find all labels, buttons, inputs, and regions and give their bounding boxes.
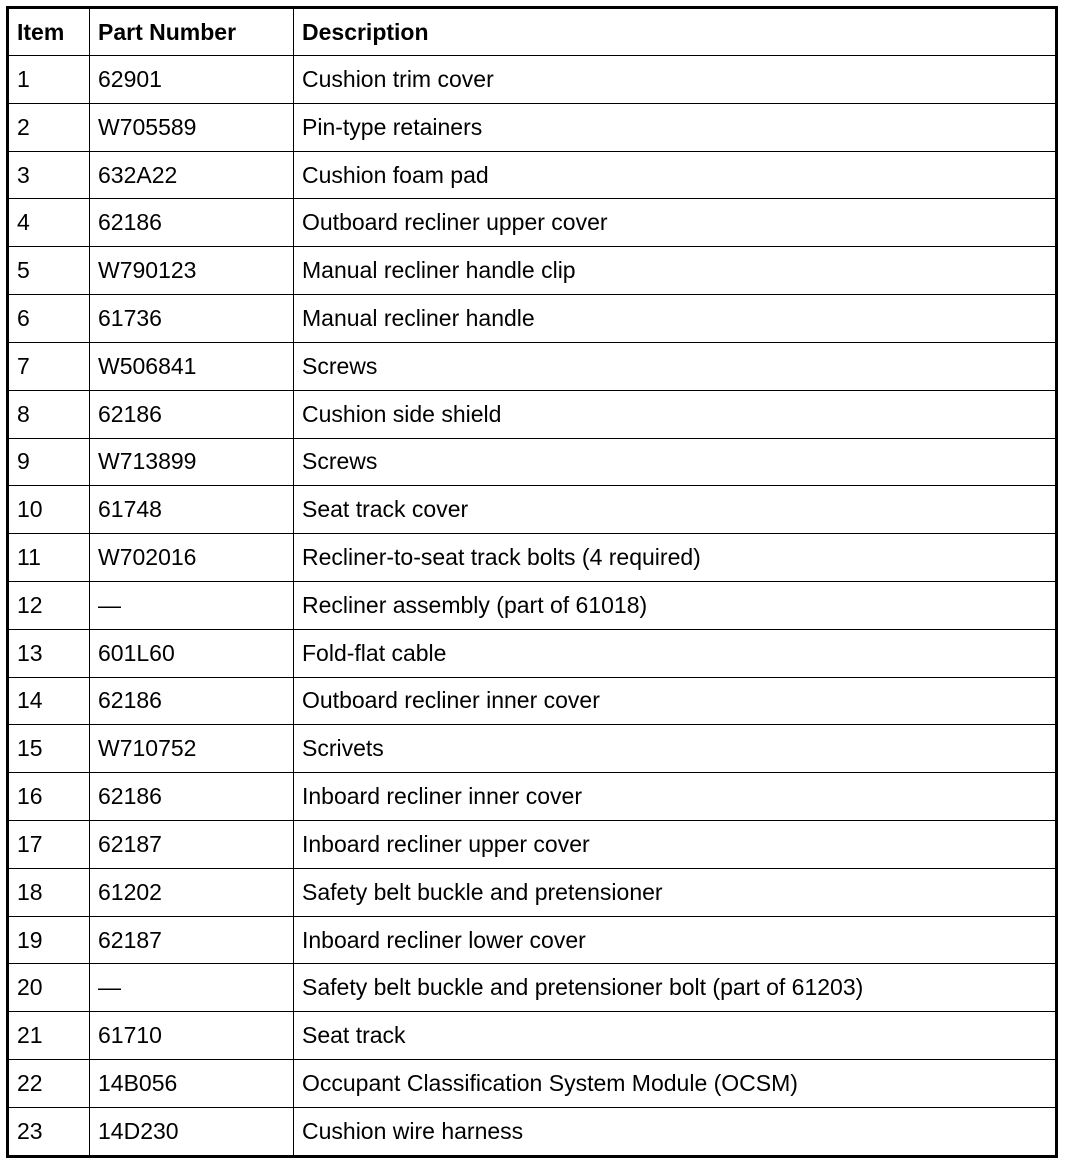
cell-item: 23 (8, 1107, 90, 1156)
table-row (8, 868, 1057, 916)
cell-part-number: — (90, 964, 294, 1012)
cell-description: Inboard recliner lower cover (294, 916, 1057, 964)
table-row (8, 821, 1057, 869)
cell-description: Screws (294, 438, 1057, 486)
cell-part-number: 14B056 (90, 1060, 294, 1108)
cell-part-number: 62186 (90, 390, 294, 438)
table-body (8, 56, 1057, 1157)
cell-item: 16 (8, 773, 90, 821)
cell-item: 20 (8, 964, 90, 1012)
cell-item: 8 (8, 390, 90, 438)
cell-item: 9 (8, 438, 90, 486)
table-row (8, 56, 1057, 104)
table-row (8, 773, 1057, 821)
cell-description: Safety belt buckle and pretensioner (294, 868, 1057, 916)
table-row (8, 199, 1057, 247)
table-row (8, 534, 1057, 582)
table-row (8, 247, 1057, 295)
cell-part-number: 62187 (90, 821, 294, 869)
cell-description: Outboard recliner upper cover (294, 199, 1057, 247)
table-row (8, 1107, 1057, 1156)
header-description: Description (294, 8, 1057, 56)
cell-description: Seat track cover (294, 486, 1057, 534)
cell-description: Safety belt buckle and pretensioner bolt (part of 61203) (294, 964, 1057, 1012)
cell-description: Cushion wire harness (294, 1107, 1057, 1156)
cell-description: Inboard recliner inner cover (294, 773, 1057, 821)
cell-part-number: 62187 (90, 916, 294, 964)
cell-part-number: 61710 (90, 1012, 294, 1060)
cell-description: Outboard recliner inner cover (294, 677, 1057, 725)
table-row (8, 103, 1057, 151)
cell-item: 13 (8, 629, 90, 677)
cell-item: 21 (8, 1012, 90, 1060)
cell-part-number: 61202 (90, 868, 294, 916)
cell-item: 7 (8, 342, 90, 390)
cell-part-number: 14D230 (90, 1107, 294, 1156)
cell-part-number: 62186 (90, 677, 294, 725)
table-row (8, 1012, 1057, 1060)
cell-description: Scrivets (294, 725, 1057, 773)
cell-part-number: — (90, 581, 294, 629)
cell-part-number: W713899 (90, 438, 294, 486)
cell-description: Screws (294, 342, 1057, 390)
cell-item: 15 (8, 725, 90, 773)
cell-item: 12 (8, 581, 90, 629)
cell-part-number: 62186 (90, 773, 294, 821)
cell-part-number: 62186 (90, 199, 294, 247)
cell-item: 17 (8, 821, 90, 869)
cell-item: 10 (8, 486, 90, 534)
header-part-number: Part Number (90, 8, 294, 56)
cell-item: 6 (8, 295, 90, 343)
cell-part-number: 632A22 (90, 151, 294, 199)
cell-description: Inboard recliner upper cover (294, 821, 1057, 869)
cell-description: Pin-type retainers (294, 103, 1057, 151)
cell-item: 4 (8, 199, 90, 247)
cell-description: Cushion trim cover (294, 56, 1057, 104)
cell-description: Seat track (294, 1012, 1057, 1060)
cell-item: 1 (8, 56, 90, 104)
table-row (8, 295, 1057, 343)
table-row (8, 1060, 1057, 1108)
cell-part-number: 61736 (90, 295, 294, 343)
header-item: Item (8, 8, 90, 56)
table-row (8, 677, 1057, 725)
cell-item: 2 (8, 103, 90, 151)
cell-item: 5 (8, 247, 90, 295)
table-row (8, 342, 1057, 390)
cell-item: 19 (8, 916, 90, 964)
cell-description: Occupant Classification System Module (OCSM) (294, 1060, 1057, 1108)
cell-part-number: W702016 (90, 534, 294, 582)
parts-table (6, 6, 1058, 1158)
cell-part-number: W705589 (90, 103, 294, 151)
cell-description: Recliner-to-seat track bolts (4 required) (294, 534, 1057, 582)
cell-description: Recliner assembly (part of 61018) (294, 581, 1057, 629)
table-row (8, 390, 1057, 438)
table-row (8, 916, 1057, 964)
cell-part-number: W506841 (90, 342, 294, 390)
cell-description: Cushion side shield (294, 390, 1057, 438)
table-row (8, 438, 1057, 486)
cell-description: Manual recliner handle clip (294, 247, 1057, 295)
cell-part-number: W790123 (90, 247, 294, 295)
header-row (8, 8, 1057, 56)
cell-part-number: 61748 (90, 486, 294, 534)
cell-part-number: 601L60 (90, 629, 294, 677)
table-row (8, 151, 1057, 199)
cell-description: Manual recliner handle (294, 295, 1057, 343)
cell-item: 18 (8, 868, 90, 916)
cell-part-number: 62901 (90, 56, 294, 104)
cell-item: 11 (8, 534, 90, 582)
table-row (8, 486, 1057, 534)
table-row (8, 629, 1057, 677)
table-row (8, 581, 1057, 629)
cell-item: 22 (8, 1060, 90, 1108)
table-header (8, 8, 1057, 56)
cell-description: Cushion foam pad (294, 151, 1057, 199)
table-row (8, 964, 1057, 1012)
cell-item: 3 (8, 151, 90, 199)
cell-part-number: W710752 (90, 725, 294, 773)
table-row (8, 725, 1057, 773)
cell-description: Fold-flat cable (294, 629, 1057, 677)
cell-item: 14 (8, 677, 90, 725)
